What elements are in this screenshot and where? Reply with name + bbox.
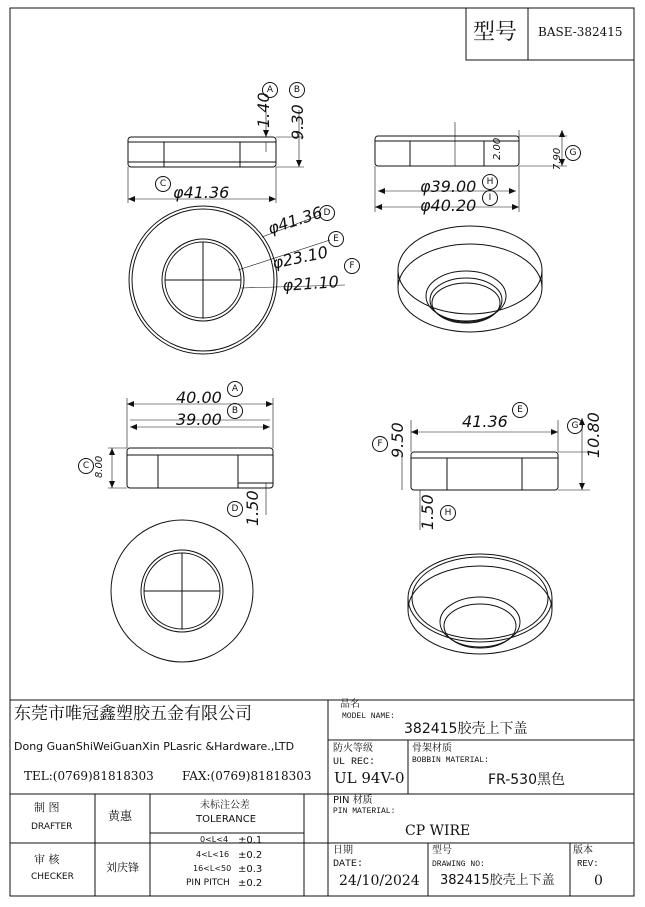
marker-h-bottom-right: H [440, 505, 456, 521]
iso-ring-bottom [408, 554, 552, 654]
company-tel: TEL:(0769)81818303 [24, 769, 154, 783]
drawing-label-cn: 型号 [432, 845, 452, 856]
pin-value: CP WIRE [405, 823, 471, 839]
tol-range-4: PIN PITCH [186, 878, 230, 888]
marker-g-top-right: G [565, 145, 581, 161]
dim-w2-bottom-left: 39.00 [176, 410, 222, 429]
tol-val-4: ±0.2 [238, 878, 263, 889]
company-name-en: Dong GuanShiWeiGuanXin PLasric &Hardware.,LTD [14, 740, 295, 753]
dim-dia-top-left: φ41.36 [173, 183, 230, 202]
pin-label-en: PIN MATERIAL: [333, 807, 396, 816]
tol-range-2: 4<L<16 [196, 850, 230, 859]
marker-g-bottom-right: G [567, 418, 583, 434]
tol-range-1: 0<L<4 [200, 835, 229, 844]
model-code: BASE-382415 [538, 25, 623, 39]
rev-label-en: REV: [577, 859, 599, 869]
drafter-label-cn: 制 图 [34, 801, 60, 814]
ul-label-cn: 防火等级 [333, 743, 373, 754]
dim-d1-circle: φ41.36 [265, 202, 325, 239]
marker-c-top-left: C [155, 176, 171, 192]
marker-a-bottom-left: A [227, 381, 243, 397]
title-block [10, 700, 634, 896]
dim-d2-circle: φ23.10 [270, 242, 330, 273]
tolerance-label-en: TOLERANCE [196, 814, 257, 825]
dim-d3-circle: φ21.10 [281, 272, 340, 295]
marker-f-circle: F [344, 258, 360, 274]
bobbin-value: FR-530黑色 [488, 772, 565, 788]
marker-d-circle: D [319, 205, 335, 221]
marker-b-bottom-left: B [227, 403, 243, 419]
checker-label-en: CHECKER [31, 872, 74, 882]
rev-value: 0 [594, 873, 603, 889]
dim-w1-bottom-left: 40.00 [176, 388, 222, 407]
drawing-label-en: DRAWING NO: [432, 860, 485, 869]
model-name-label-en: MODEL NAME: [342, 712, 395, 721]
marker-i-top-right: I [482, 190, 498, 206]
marker-h-top-right: H [482, 174, 498, 190]
rev-label-cn: 版本 [573, 845, 593, 856]
dim-height-top-right: 7.90 [552, 147, 563, 170]
title-label: 型号 [473, 20, 518, 45]
dim-height-bottom-left: 8.00 [94, 455, 105, 478]
date-label-en: DATE: [333, 859, 364, 870]
dim-thick-top-left: 1.40 [254, 92, 273, 128]
company-name-cn: 东莞市唯冠鑫塑胶五金有限公司 [14, 704, 252, 724]
bobbin-label-cn: 骨架材质 [412, 743, 452, 754]
model-name-value: 382415胶壳上下盖 [404, 721, 528, 737]
dim-thick-bottom-left: 1.50 [243, 490, 262, 526]
marker-c-bottom-left: C [78, 458, 94, 474]
tol-val-3: ±0.3 [238, 864, 263, 875]
date-label-cn: 日期 [333, 845, 353, 856]
drawing-value: 382415胶壳上下盖 [440, 873, 555, 888]
tolerance-label-cn: 未标注公差 [200, 800, 250, 811]
bottom-view-circle [111, 520, 253, 662]
pin-label-cn: PIN 材质 [333, 795, 373, 806]
dim-dia-inner-top-right: φ39.00 [420, 177, 477, 196]
checker-name: 刘庆锋 [106, 861, 139, 874]
model-name-label-cn: 品名 [340, 699, 360, 710]
marker-a-top-left: A [262, 82, 278, 98]
drafter-name: 黄惠 [108, 809, 133, 823]
marker-e-circle: E [328, 231, 344, 247]
checker-label-cn: 审 核 [34, 853, 60, 866]
dim-dia-bottom-right: 41.36 [462, 412, 508, 431]
dim-h1-bottom-right: 9.50 [388, 422, 407, 458]
drafter-label-en: DRAFTER [31, 822, 73, 832]
marker-f-bottom-right: F [372, 436, 388, 452]
tol-range-3: 16<L<50 [193, 864, 232, 873]
bobbin-label-en: BOBBIN MATERIAL: [412, 756, 489, 765]
ul-label-en: UL REC: [333, 757, 376, 768]
marker-e-bottom-right: E [512, 402, 528, 418]
dim-h2-bottom-right: 10.80 [584, 412, 603, 458]
company-fax: FAX:(0769)81818303 [182, 769, 312, 783]
dim-thick-bottom-right: 1.50 [418, 494, 437, 530]
dim-height-top-left: 9.30 [288, 104, 307, 140]
dim-dia-outer-top-right: φ40.20 [420, 196, 477, 215]
date-value: 24/10/2024 [339, 873, 420, 889]
marker-b-top-left: B [289, 82, 305, 98]
tol-val-2: ±0.2 [238, 850, 263, 861]
ul-value: UL 94V-0 [334, 769, 405, 787]
iso-ring-top [398, 226, 542, 332]
marker-d-bottom-left: D [227, 501, 243, 517]
tol-val-1: ±0.1 [238, 835, 263, 846]
dim-step-top-right: 2.00 [492, 137, 503, 160]
